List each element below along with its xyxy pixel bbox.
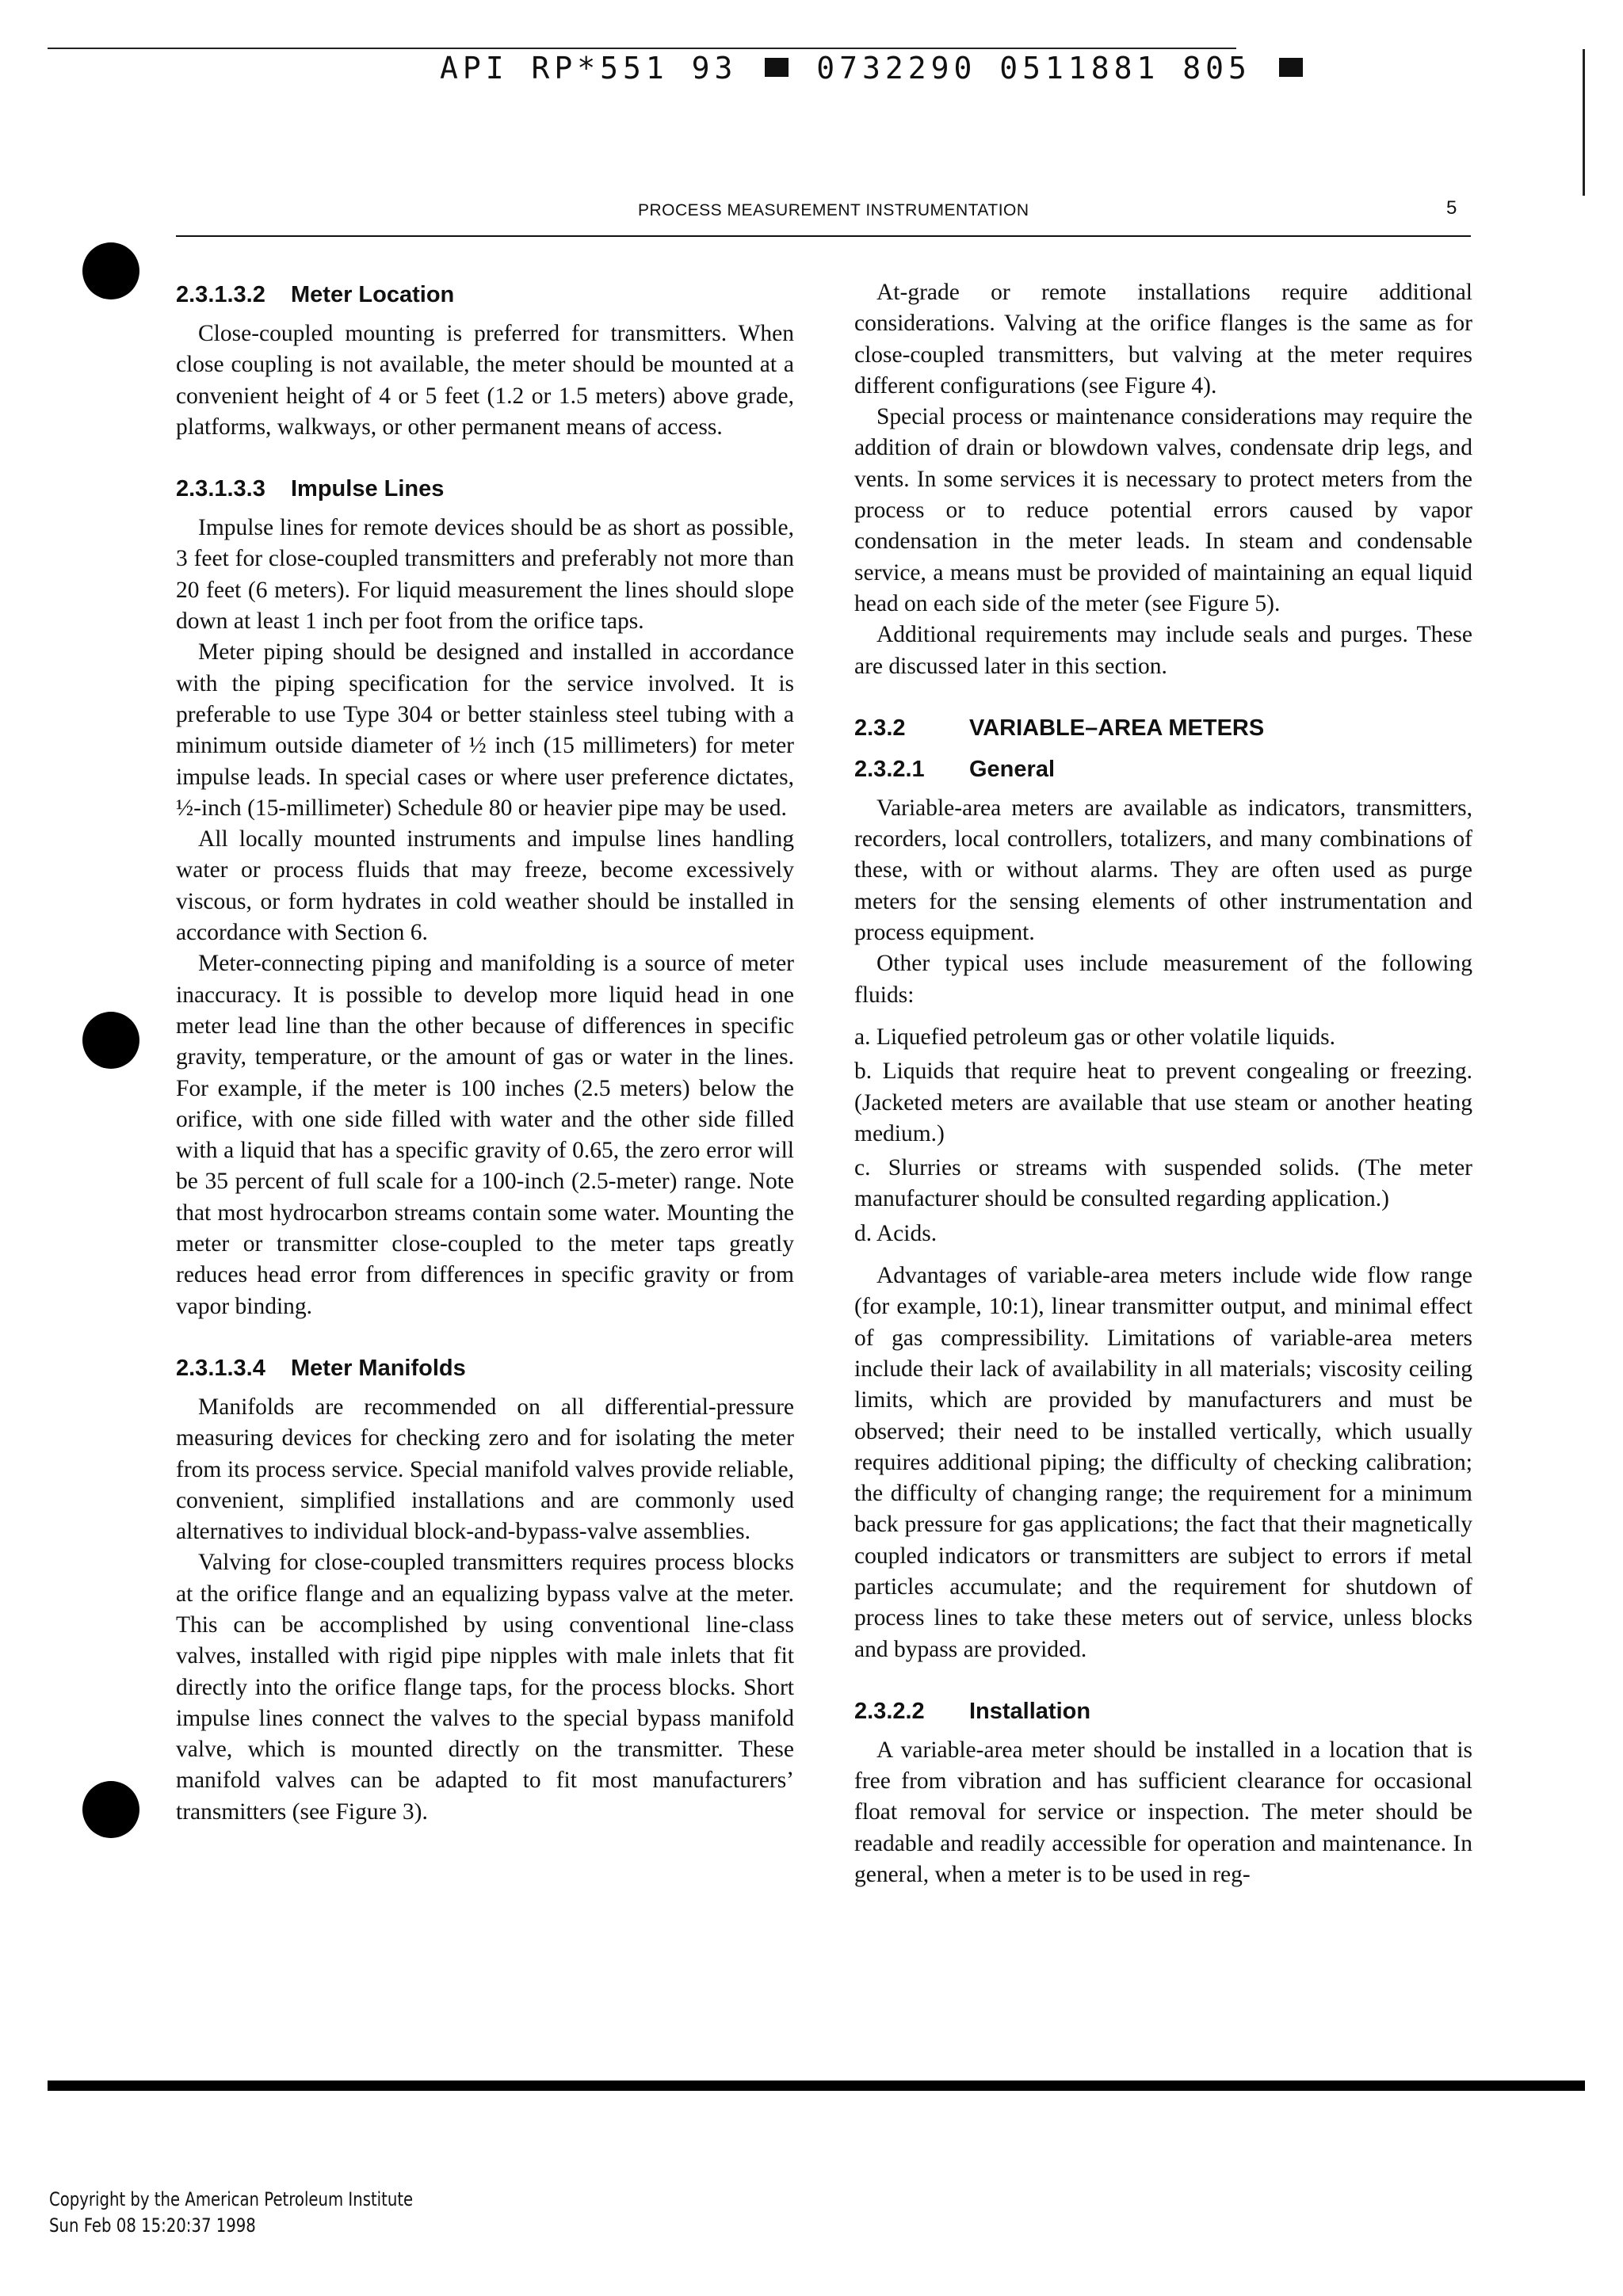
- right-column: [854, 277, 1472, 1890]
- section-heading: 2.3.2 VARIABLE–AREA METERS: [854, 715, 1265, 741]
- page-number: 5: [1446, 197, 1457, 219]
- document-stamp: [440, 51, 1308, 86]
- paragraph: Meter-connecting piping and manifolding is a source of meter inaccuracy. It is possible to develop more liquid head in one meter lead line than the other because of differences in specific gravity, temperature, or the amount of gas or water in the lines. For example, if the meter is 100 inches (2.5 meters) below the orifice, with one side filled with water and the other side filled with a liquid that has a specific gravity of 0.65, the zero error will be 35 percent of full scale for a 100-inch (2.5-meter) range. Note that most hydrocarbon streams contain some water. Mounting the meter or transmitter close-coupled to the meter taps greatly reduces head error from differences in specific gravity or from vapor binding.: [176, 951, 794, 1319]
- punch-hole: [82, 242, 139, 299]
- header-rule: [176, 235, 1471, 237]
- stamp-block-mark: [1279, 58, 1303, 77]
- stamp-code: API RP*551 93: [440, 51, 738, 86]
- top-rule: [48, 48, 1236, 49]
- paragraph: Additional requirements may include seals and purges. These are discussed later in this section.: [854, 622, 1472, 679]
- list-item: c. Slurries or streams with suspended solids. (The meter manufacturer should be consulted regarding application.): [854, 1155, 1472, 1212]
- punch-hole: [82, 1781, 139, 1838]
- footer: [49, 2187, 413, 2239]
- list-item: d. Acids.: [854, 1220, 938, 1246]
- list-item: b. Liquids that require heat to prevent congealing or freezing. (Jacketed meters are available that use steam or another heating medium.): [854, 1058, 1472, 1146]
- bottom-bar: [48, 2081, 1585, 2091]
- section-heading: 2.3.2.1 General: [854, 756, 1055, 782]
- section-heading: 2.3.1.3.2 Meter Location: [176, 282, 455, 307]
- paragraph: Impulse lines for remote devices should be as short as possible, 3 feet for close-coupled transmitters and preferably not more than 20 feet (6 meters). For liquid measurement the lines should slope down at least 1 inch per foot from the orifice taps.: [176, 515, 794, 635]
- paragraph: Manifolds are recommended on all differential-pressure measuring devices for checking zero and for isolating the meter from its process service. Special manifold valves provide reliable, convenient, simplified installations and are commonly used alternatives to individual block-and-bypass-valve assemblies.: [176, 1394, 794, 1545]
- timestamp-line: Sun Feb 08 15:20:37 1998: [49, 2214, 256, 2237]
- left-column: [176, 277, 794, 1828]
- paragraph: A variable-area meter should be installed in a location that is free from vibration and has sufficient clearance for occasional float removal for service or inspection. The meter should be readable and readily accessible for operation and maintenance. In general, when a meter is to be used in reg-: [854, 1737, 1472, 1888]
- list-item: a. Liquefied petroleum gas or other volatile liquids.: [854, 1024, 1336, 1050]
- paragraph: Meter piping should be designed and installed in accordance with the piping specification for the service involved. It is preferable to use Type 304 or better stainless steel tubing with a minimum outside diameter of ½ inch (15 millimeters) for meter impulse leads. In special cases or where user preference dictates, ½-inch (15-millimeter) Schedule 80 or heavier pipe may be used.: [176, 639, 794, 821]
- section-heading: 2.3.1.3.4 Meter Manifolds: [176, 1355, 466, 1381]
- copyright-line: Copyright by the American Petroleum Institute: [49, 2188, 414, 2210]
- punch-hole: [82, 1012, 139, 1069]
- paragraph: Close-coupled mounting is preferred for transmitters. When close coupling is not available, the meter should be mounted at a convenient height of 4 or 5 feet (1.2 or 1.5 meters) above grade, platforms, walkways, or other permanent means of access.: [176, 321, 794, 440]
- paragraph: Advantages of variable-area meters include wide flow range (for example, 10:1), linear transmitter output, and minimal effect of gas compressibility. Limitations of variable-area meters include their lack of availability in all materials; viscosity ceiling limits, which are provided by manufacturers and must be observed; their need to be installed vertically, which usually requires additional piping; the difficulty of checking calibration; the difficulty of changing range; the requirement for a minimum back pressure for gas applications; the fact that their magnetically coupled indicators or transmitters are subject to errors if metal particles accumulate; and the requirement for shutdown of process lines to take these meters out of service, unless blocks and bypass are provided.: [854, 1263, 1472, 1662]
- paragraph: At-grade or remote installations require additional considerations. Valving at the orifice flanges is the same as for close-coupled transmitters, but valving at the meter requires different configurations (see Figure 4).: [854, 280, 1472, 399]
- margin-line: [1583, 49, 1585, 196]
- section-heading: 2.3.2.2 Installation: [854, 1698, 1091, 1724]
- stamp-number: 0732290 0511881 805: [816, 51, 1251, 86]
- paragraph: Valving for close-coupled transmitters requires process blocks at the orifice flange and an equalizing bypass valve at the meter. This can be accomplished by using conventional line-class valves, installed with rigid pipe nipples with male inlets that fit directly into the orifice flange taps, for the process blocks. Short impulse lines connect the valves to the special bypass manifold valve, which is mounted directly on the transmitter. These manifold valves can be adapted to fit most manufacturers’ transmitters (see Figure 3).: [176, 1550, 794, 1825]
- section-heading: 2.3.1.3.3 Impulse Lines: [176, 476, 445, 502]
- paragraph: All locally mounted instruments and impulse lines handling water or process fluids that may freeze, become excessively viscous, or form hydrates in cold weather should be installed in accordance with Section 6.: [176, 826, 794, 946]
- running-title: PROCESS MEASUREMENT INSTRUMENTATION: [638, 201, 1029, 219]
- stamp-block-mark: [765, 58, 789, 77]
- paragraph: Special process or maintenance considerations may require the addition of drain or blowdown valves, condensate drip legs, and vents. In some services it is necessary to protect meters from the process or to reduce potential errors caused by vapor condensation in the meter leads. In steam and condensable service, a means must be provided of maintaining an equal liquid head on each side of the meter (see Figure 5).: [854, 404, 1472, 616]
- paragraph: Other typical uses include measurement of the following fluids:: [854, 951, 1472, 1008]
- paragraph: Variable-area meters are available as indicators, transmitters, recorders, local controllers, totalizers, and many combinations of these, with or without alarms. They are often used as purge meters for the sensing elements of other instrumentation and process equipment.: [854, 795, 1472, 946]
